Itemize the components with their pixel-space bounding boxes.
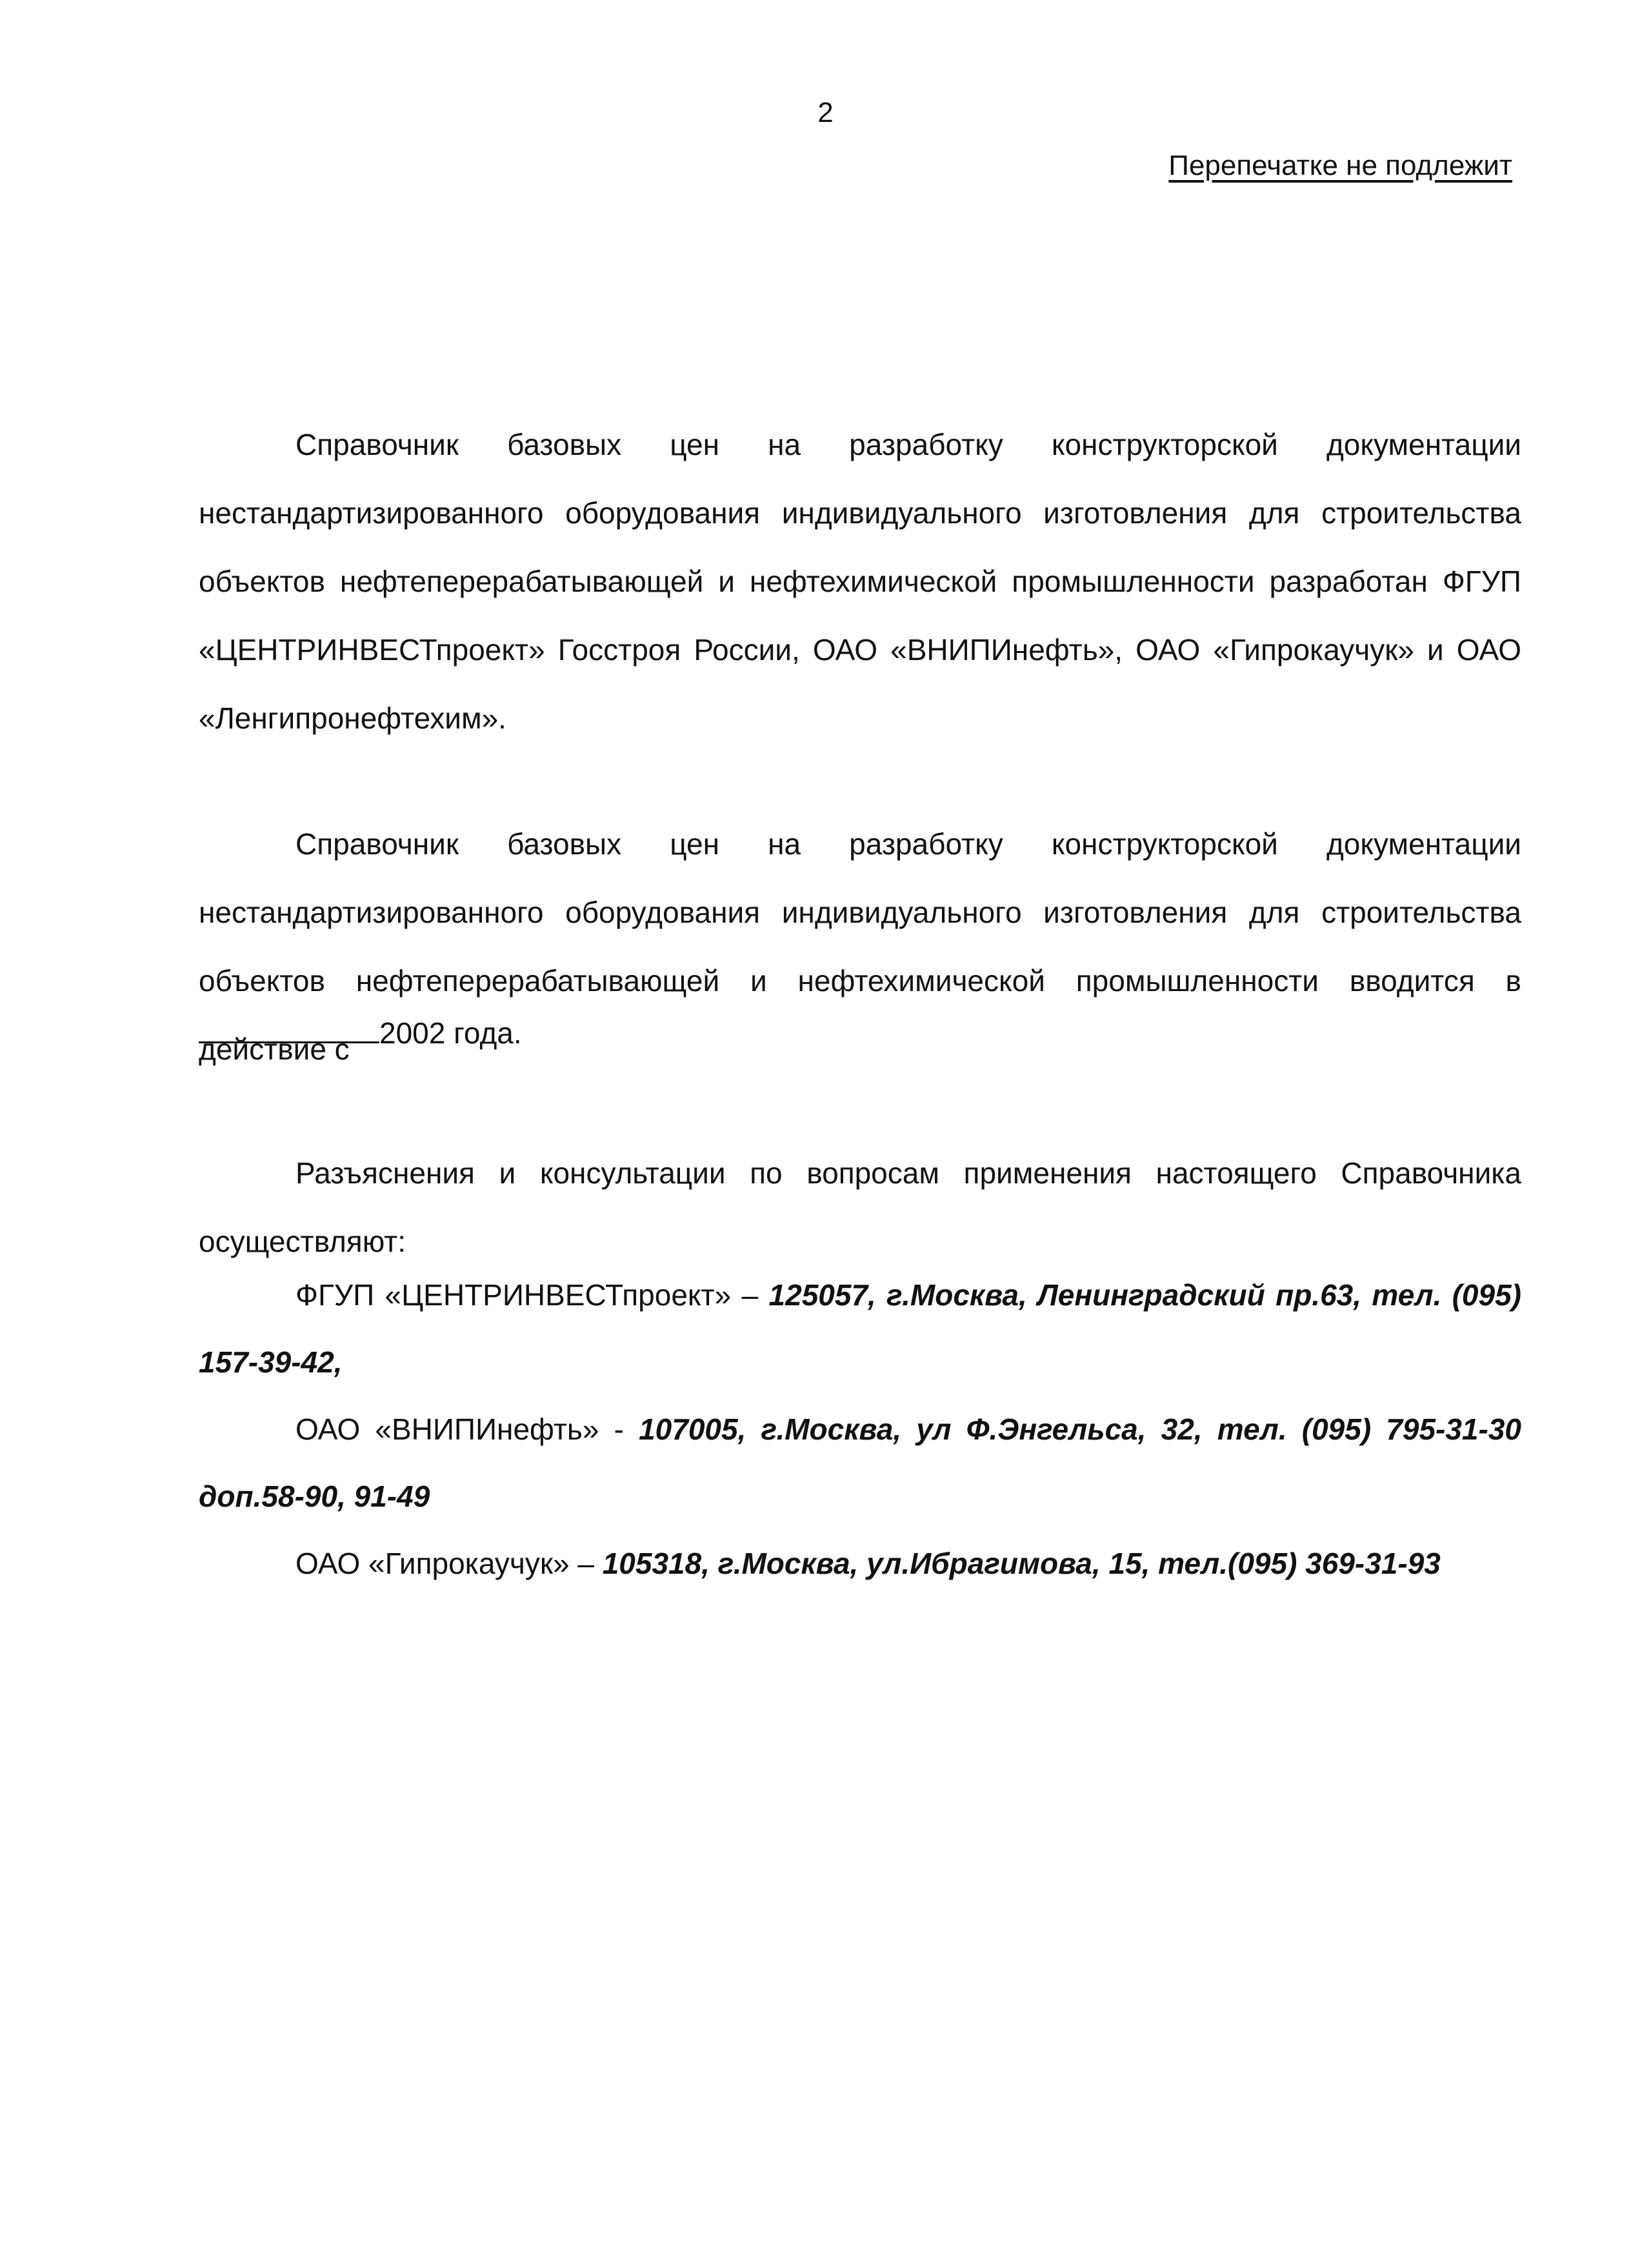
contact-entry <box>199 1530 1521 1597</box>
contact-org: ОАО «Гипрокаучук» – <box>295 1547 594 1580</box>
paragraph-consultations <box>199 1139 1521 1276</box>
effective-date-suffix: 2002 года. <box>379 1016 522 1050</box>
contact-address: 107005, г.Москва, ул Ф.Энгельса, 32, тел. (095) 795-31-30 доп.58-90, 91-49 <box>199 1412 1521 1513</box>
paragraph-developers-text: Справочник базовых цен на разработку конструкторской документации нестандартизированного оборудования индивидуального изготовления для строительства объектов нефтеперерабатывающей и нефтехимической промышленности разработан ФГУП «ЦЕНТРИНВЕСТпроект» Госстроя России, ОАО «ВНИПИнефть», ОАО «Гипрокаучук» и ОАО «Ленгипронефтехим». <box>199 428 1521 735</box>
contact-entry <box>199 1396 1521 1530</box>
paragraph-developers <box>199 410 1521 752</box>
contact-address: 105318, г.Москва, ул.Ибрагимова, 15, тел.(095) 369-31-93 <box>602 1547 1441 1580</box>
date-blank-underline <box>199 1013 379 1043</box>
reprint-notice: Перепечатке не подлежит <box>1168 150 1512 181</box>
effective-date-line <box>199 1013 522 1050</box>
paragraph-consultations-text: Разъяснения и консультации по вопросам применения настоящего Справочника осуществляют: <box>199 1156 1521 1258</box>
contact-entry <box>199 1261 1521 1396</box>
contact-org: ФГУП «ЦЕНТРИНВЕСТпроект» – <box>295 1278 759 1312</box>
paragraph-effective-text: Справочник базовых цен на разработку конструкторской документации нестандартизированного оборудования индивидуального изготовления для строительства объектов нефтеперерабатывающей и нефтехимической промышленности вводится в действие с <box>199 827 1521 1066</box>
contact-address: 125057, г.Москва, Ленинградский пр.63, тел. (095) 157-39-42, <box>199 1278 1521 1379</box>
contact-org: ОАО «ВНИПИнефть» - <box>295 1412 624 1446</box>
page-number: 2 <box>817 97 834 128</box>
